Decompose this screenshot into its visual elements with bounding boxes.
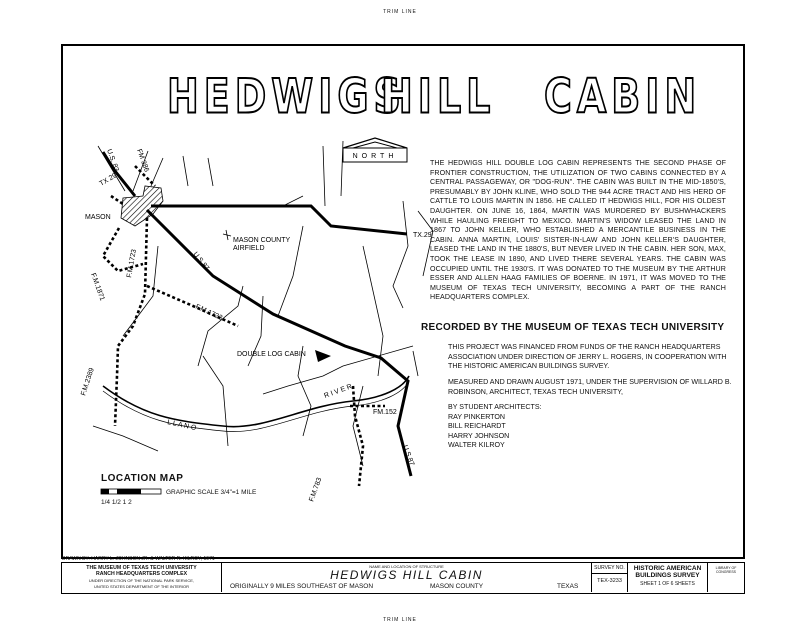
title-word-hedwigs: HEDWIGS bbox=[167, 68, 406, 124]
measured-note: MEASURED AND DRAWN AUGUST 1971, UNDER THE SUPERVISION OF WILLARD B. ROBINSON, ARCHITECT, TEXAS TECH UNIVERSITY, bbox=[448, 378, 732, 396]
museum-line-1: THE MUSEUM OF TEXAS TECH UNIVERSITY bbox=[86, 565, 197, 571]
llano-river bbox=[103, 376, 409, 432]
fm2389-label: F.M.2389 bbox=[80, 367, 96, 397]
museum-cell bbox=[62, 563, 222, 592]
student-name: WALTER KILROY bbox=[448, 441, 505, 450]
location-map-title: LOCATION MAP bbox=[101, 473, 184, 484]
fm1723b-label: F.M.1723 bbox=[194, 303, 224, 322]
library-cell bbox=[708, 563, 744, 592]
structure-county: MASON COUNTY bbox=[430, 583, 484, 590]
fm152-label: FM.152 bbox=[373, 409, 397, 416]
double-log-cabin-label: DOUBLE LOG CABIN bbox=[237, 351, 306, 358]
student-name: HARRY JOHNSON bbox=[448, 431, 510, 440]
trim-line-bottom: TRIM LINE bbox=[383, 617, 417, 623]
title-word-hill: HILL bbox=[381, 68, 496, 124]
us83-road bbox=[103, 152, 135, 196]
us87b-label: U.S.87 bbox=[401, 444, 416, 467]
student-name: BILL REICHARDT bbox=[448, 422, 506, 431]
survey-cell bbox=[592, 563, 628, 592]
student-architects bbox=[448, 403, 542, 451]
river-label: R I V E R bbox=[323, 383, 354, 400]
museum-line-3: UNDER DIRECTION OF THE NATIONAL PARK SERVICE, bbox=[88, 577, 195, 583]
mason-label: MASON bbox=[85, 214, 111, 221]
fm1871-road bbox=[103, 228, 143, 271]
graphic-scale-bar bbox=[101, 489, 161, 494]
student-name: RAY PINKERTON bbox=[448, 412, 506, 421]
airfield-label-1: MASON COUNTY bbox=[233, 237, 291, 244]
habs-line-1: HISTORIC AMERICAN bbox=[633, 565, 702, 572]
drawn-by-note: DRAWN BY: HARRY L. JOHNSON JR. & WALTER R. KILROY, 1971 bbox=[62, 556, 215, 562]
cabin-marker bbox=[315, 350, 331, 362]
survey-number: TEX-3233 bbox=[597, 578, 622, 584]
us83-label: U.S. 83 bbox=[105, 148, 120, 173]
funding-note: THIS PROJECT WAS FINANCED FROM FUNDS OF THE RANCH HEADQUARTERS ASSOCIATION UNDER DIRECTION OF JERRY L. ROGERS, IN COOPERATION WITH THE HISTORIC AMERICAN BUILDINGS SURVEY. bbox=[448, 343, 727, 371]
north-label: NORTH bbox=[352, 153, 398, 160]
tx29b-label: TX.29 bbox=[413, 232, 432, 239]
structure-caption: NAME AND LOCATION OF STRUCTURE bbox=[369, 564, 444, 569]
fm1723b-road bbox=[147, 286, 238, 326]
history-description: THE HEDWIGS HILL DOUBLE LOG CABIN REPRESENTS THE SECOND PHASE OF FRONTIER CONSTRUCTION, THE UTILIZATION OF TWO CABINS CONNECTED BY A CENTRAL PASSAGEWAY, OR "DOG-RUN". THE CABIN WAS BUILT IN THE MID-1850'S, PRESUMABLY BY JOHN KLINE, WHO SOLD THE 944 ACRE TRACT AND HIS HERD OF CATTLE TO LOUIS MARTIN IN 1856. HE CALLED IT HEDWIGS HILL, FOR HIS OLDEST DAUGHTER. ON JUNE 16, 1864, MARTIN WAS MURDERED BY BUSHWHACKERS WHILE HAULING FREIGHT TO MEXICO. MARTIN'S WIDOW LEASED THE LAND IN 1867 TO JOHN KELLER, WHO ESTABLISHED A MERCANTILE BUSINESS IN THE CABIN. ANNA MARTIN, LOUIS' SISTER-IN-LAW AND JOHN KELLER'S DAUGHTER, LEASED THE LAND IN THE 1880'S, BUT NEVER LIVED IN THE CABIN. HER SON, MAX, TOOK THE LEASE IN 1890, AND LIVED THERE SEVERAL YEARS. THE CABIN WAS OCCUPIED UNTIL THE 1930'S. IT WAS DONATED TO THE MUSEUM BY THE ARTHUR ESSER AND ALLEN HAAG FAMILIES OF BOERNE. IN 1971, IT WAS MOVED TO THE MUSEUM OF TEXAS TECH UNIVERSITY, BECOMING A PART OF THE RANCH HEADQUARTERS COMPLEX. bbox=[430, 159, 726, 302]
students-heading: BY STUDENT ARCHITECTS: bbox=[448, 403, 542, 411]
fm783-label: F.M.783 bbox=[308, 476, 324, 503]
structure-state: TEXAS bbox=[557, 583, 579, 590]
us87a-label: U.S.87 bbox=[191, 250, 211, 273]
structure-cell bbox=[222, 563, 592, 592]
fm1871-label: F.M.1871 bbox=[89, 272, 106, 302]
structure-location: ORIGINALLY 9 MILES SOUTHEAST OF MASON bbox=[230, 583, 374, 590]
museum-line-2: RANCH HEADQUARTERS COMPLEX bbox=[95, 571, 188, 578]
graphic-scale-numbers: 1/4 1/2 1 2 bbox=[101, 499, 132, 506]
title-block bbox=[61, 562, 745, 594]
airfield-label-2: AIRFIELD bbox=[233, 245, 265, 252]
airfield-icon bbox=[223, 230, 231, 240]
museum-line-4: UNITED STATES DEPARTMENT OF THE INTERIOR bbox=[93, 583, 190, 589]
north-arrow bbox=[343, 138, 407, 162]
fm386-label: FM 386 bbox=[135, 148, 150, 173]
habs-cell bbox=[628, 563, 708, 592]
fm1723a-label: F.M.1723 bbox=[126, 248, 138, 279]
tx29-road bbox=[151, 206, 407, 234]
habs-line-2: BUILDINGS SURVEY bbox=[635, 572, 700, 579]
survey-label: SURVEY NO. bbox=[592, 563, 627, 574]
sheet-count: SHEET 1 OF 6 SHEETS bbox=[640, 581, 695, 587]
graphic-scale-label: GRAPHIC SCALE 3/4"=1 MILE bbox=[166, 489, 257, 496]
tx29a-label: TX 29 bbox=[98, 172, 119, 188]
structure-name: HEDWIGS HILL CABIN bbox=[330, 568, 483, 582]
drawing-sheet bbox=[61, 44, 745, 559]
recorded-by-heading: RECORDED BY THE MUSEUM OF TEXAS TECH UNIVERSITY bbox=[421, 322, 725, 333]
title-word-cabin: CABIN bbox=[544, 68, 702, 124]
llano-label: L L A N O bbox=[166, 419, 197, 433]
library-note: LIBRARY OF CONGRESS bbox=[715, 566, 737, 574]
trim-line-top: TRIM LINE bbox=[383, 9, 417, 15]
us87-road bbox=[147, 210, 411, 476]
